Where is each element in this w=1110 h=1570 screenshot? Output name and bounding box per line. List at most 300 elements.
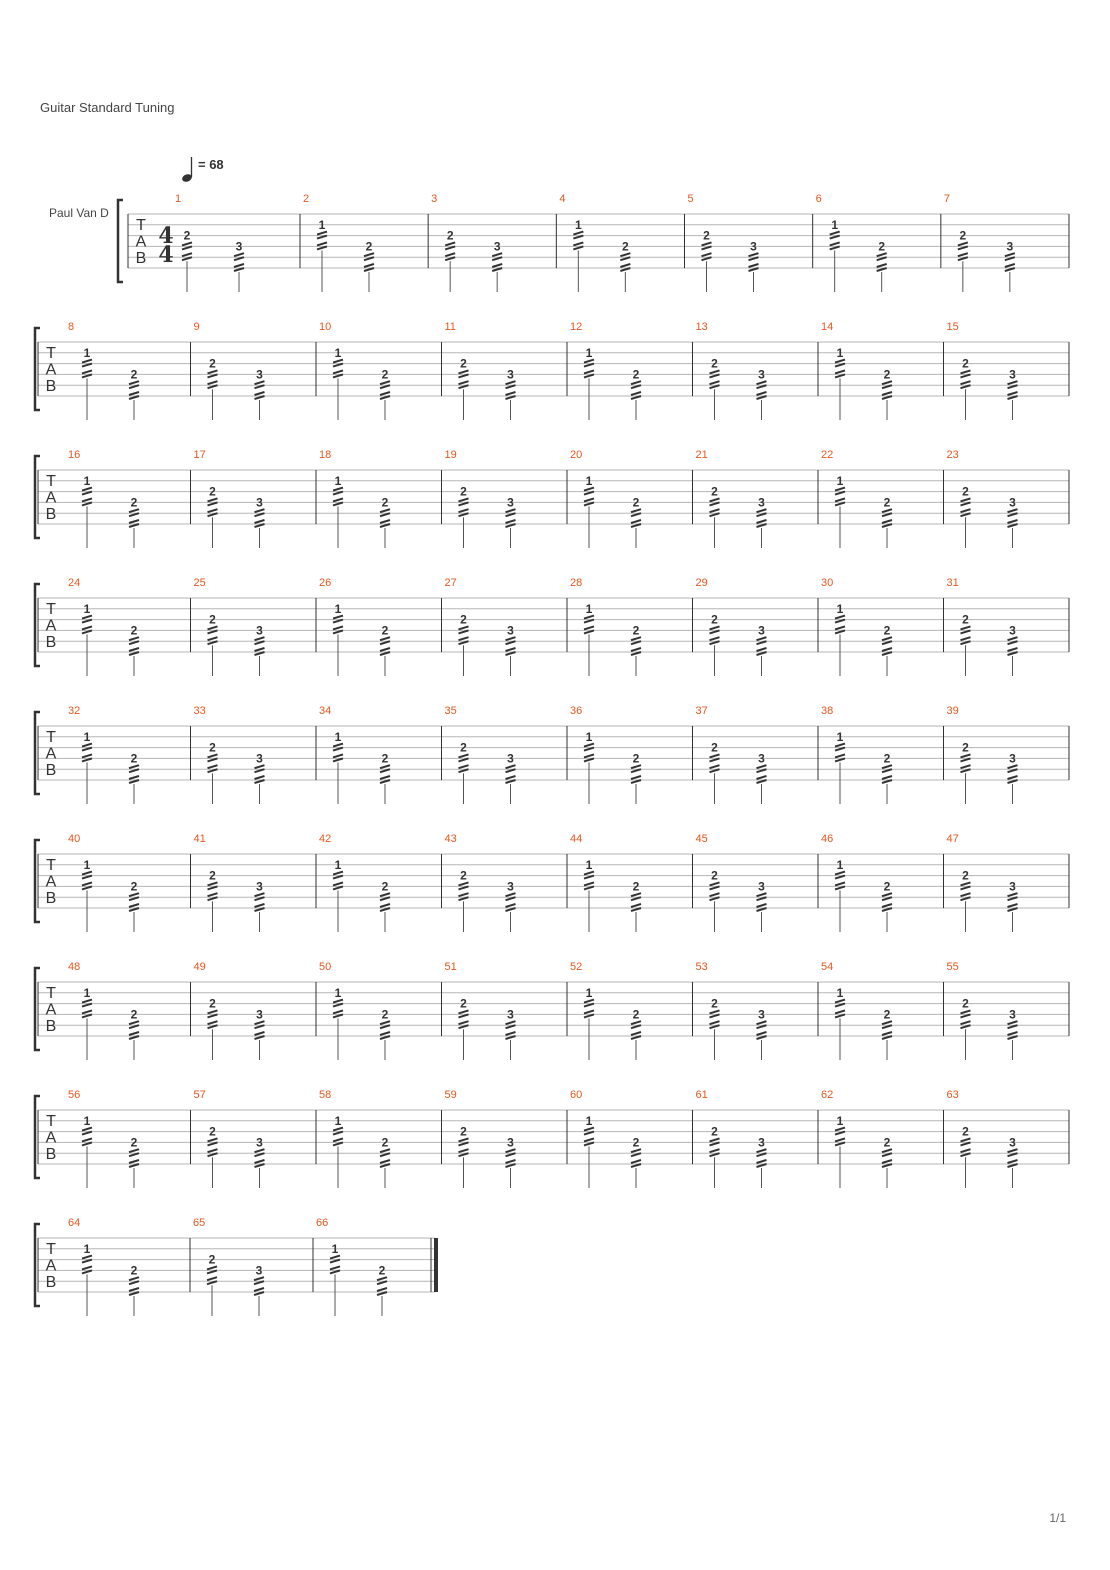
fret-number: 2 <box>460 484 467 499</box>
slash-mark <box>459 509 469 512</box>
slash-mark <box>82 498 92 501</box>
fret-number: 1 <box>334 729 342 744</box>
slash-mark <box>631 1021 641 1024</box>
tab-clef-letter: T <box>46 345 56 362</box>
fret-number: 2 <box>209 356 216 371</box>
slash-mark <box>835 488 845 491</box>
measure-number: 26 <box>319 577 332 589</box>
fret-number: 3 <box>256 751 263 766</box>
slash-mark <box>835 498 845 501</box>
tab-clef-letter: A <box>45 1257 57 1275</box>
slash-mark <box>1008 765 1018 768</box>
slash-mark <box>82 1138 92 1141</box>
slash-mark <box>584 1138 594 1141</box>
fret-number: 3 <box>1009 1007 1016 1022</box>
slash-mark <box>459 370 469 373</box>
slash-mark <box>255 1021 265 1024</box>
measure-number: 35 <box>444 705 457 717</box>
slash-mark <box>380 765 390 768</box>
measure-number: 64 <box>68 1217 81 1229</box>
measure-number: 63 <box>946 1089 959 1101</box>
fret-number: 2 <box>209 1124 216 1139</box>
measure-number: 19 <box>444 449 457 461</box>
tab-clef-letter: A <box>45 745 57 763</box>
fret-number: 1 <box>836 857 844 872</box>
measure-number: 61 <box>695 1089 708 1101</box>
tempo-text: = 68 <box>198 157 224 172</box>
slash-mark <box>702 253 712 256</box>
fret-number: 1 <box>334 473 342 488</box>
slash-mark <box>631 904 641 907</box>
slash-mark <box>333 1128 343 1131</box>
tab-clef-letter: T <box>46 1113 56 1130</box>
slash-mark <box>620 264 630 267</box>
slash-mark <box>631 1160 641 1163</box>
slash-mark <box>208 509 218 512</box>
measure-number: 55 <box>946 961 959 973</box>
tab-clef-letter: B <box>45 378 57 395</box>
slash-mark <box>208 893 218 896</box>
slash-mark <box>961 754 971 757</box>
measure-number: 66 <box>316 1217 329 1229</box>
slash-mark <box>584 370 594 373</box>
slash-mark <box>377 1288 387 1291</box>
slash-mark <box>82 1266 92 1269</box>
tab-clef-letter: A <box>135 233 147 251</box>
slash-mark <box>333 360 343 363</box>
fret-number: 2 <box>621 239 629 254</box>
slash-mark <box>882 1032 892 1035</box>
measure-number: 39 <box>946 705 959 717</box>
fret-number: 2 <box>130 1135 138 1150</box>
slash-mark <box>459 765 469 768</box>
slash-mark <box>459 1138 469 1141</box>
measure-number: 48 <box>68 961 81 973</box>
measure-number: 13 <box>695 321 708 333</box>
slash-mark <box>459 498 469 501</box>
fret-number: 1 <box>836 601 844 616</box>
measure-number: 15 <box>946 321 959 333</box>
slash-mark <box>255 1149 265 1152</box>
fret-number: 1 <box>334 345 342 360</box>
measure-number: 62 <box>821 1089 834 1101</box>
fret-number: 1 <box>585 473 593 488</box>
slash-mark <box>234 253 244 256</box>
measure-number: 44 <box>570 833 583 845</box>
slash-mark <box>506 1149 516 1152</box>
slash-mark <box>129 1032 139 1035</box>
measure-number: 6 <box>815 193 822 205</box>
slash-mark <box>757 509 767 512</box>
slash-mark <box>584 872 594 875</box>
fret-number: 2 <box>378 1263 386 1278</box>
fret-number: 1 <box>83 345 91 360</box>
slash-mark <box>757 392 767 395</box>
tab-clef-letter: B <box>45 762 57 779</box>
fret-number: 1 <box>574 217 582 232</box>
slash-mark <box>631 893 641 896</box>
slash-mark <box>1008 509 1018 512</box>
measure-number: 58 <box>319 1089 332 1101</box>
measure-number: 24 <box>68 577 81 589</box>
measure-number: 38 <box>821 705 834 717</box>
fret-number: 2 <box>130 367 138 382</box>
tab-clef-letter: T <box>46 473 56 490</box>
fret-number: 1 <box>585 985 593 1000</box>
fret-number: 2 <box>962 868 969 883</box>
slash-mark <box>710 1021 720 1024</box>
fret-number: 2 <box>130 751 138 766</box>
slash-mark <box>1008 1149 1018 1152</box>
slash-mark <box>506 904 516 907</box>
slash-mark <box>333 1000 343 1003</box>
slash-mark <box>129 520 139 523</box>
tab-clef-letter: T <box>46 985 56 1002</box>
slash-mark <box>882 893 892 896</box>
measure-number: 5 <box>687 193 694 205</box>
slash-mark <box>882 637 892 640</box>
fret-number: 1 <box>331 1241 339 1256</box>
slash-mark <box>757 381 767 384</box>
slash-mark <box>129 1277 139 1280</box>
system-bracket <box>118 200 123 282</box>
slash-mark <box>1008 381 1018 384</box>
measure-number: 20 <box>570 449 583 461</box>
fret-number: 1 <box>334 985 342 1000</box>
slash-mark <box>961 1010 971 1013</box>
slash-mark <box>255 893 265 896</box>
slash-mark <box>506 392 516 395</box>
fret-number: 2 <box>883 367 891 382</box>
fret-number: 2 <box>209 484 216 499</box>
slash-mark <box>710 498 720 501</box>
fret-number: 1 <box>585 345 593 360</box>
slash-mark <box>710 1149 720 1152</box>
slash-mark <box>757 1160 767 1163</box>
slash-mark <box>710 893 720 896</box>
slash-mark <box>757 637 767 640</box>
slash-mark <box>506 776 516 779</box>
fret-number: 3 <box>758 623 765 638</box>
slash-mark <box>710 882 720 885</box>
fret-number: 2 <box>209 868 216 883</box>
fret-number: 3 <box>256 1135 263 1150</box>
measure-number: 29 <box>695 577 708 589</box>
fret-number: 2 <box>878 239 886 254</box>
slash-mark <box>255 392 265 395</box>
slash-mark <box>631 392 641 395</box>
fret-number: 1 <box>836 729 844 744</box>
slash-mark <box>835 872 845 875</box>
slash-mark <box>1005 253 1015 256</box>
slash-mark <box>631 765 641 768</box>
slash-mark <box>749 253 759 256</box>
fret-number: 1 <box>585 601 593 616</box>
slash-mark <box>584 498 594 501</box>
slash-mark <box>757 1149 767 1152</box>
slash-mark <box>961 509 971 512</box>
fret-number: 3 <box>758 1135 765 1150</box>
slash-mark <box>333 882 343 885</box>
fret-number: 3 <box>758 367 765 382</box>
slash-mark <box>82 872 92 875</box>
slash-mark <box>82 360 92 363</box>
measure-number: 36 <box>570 705 583 717</box>
tab-clef-letter: A <box>45 617 57 635</box>
fret-number: 3 <box>1009 623 1016 638</box>
measure-number: 32 <box>68 705 81 717</box>
tab-clef-letter: A <box>45 1001 57 1019</box>
slash-mark <box>631 1032 641 1035</box>
track-name: Paul Van D <box>49 206 109 220</box>
slash-mark <box>82 488 92 491</box>
slash-mark <box>182 253 192 256</box>
slash-mark <box>82 754 92 757</box>
slash-mark <box>333 1010 343 1013</box>
tab-clef-letter: T <box>46 601 56 618</box>
fret-number: 1 <box>334 1113 342 1128</box>
slash-mark <box>506 381 516 384</box>
tab-clef-letter: B <box>45 890 57 907</box>
slash-mark <box>584 1128 594 1131</box>
slash-mark <box>757 1021 767 1024</box>
slash-mark <box>380 1149 390 1152</box>
measure-number: 46 <box>821 833 834 845</box>
slash-mark <box>506 765 516 768</box>
slash-mark <box>958 242 968 245</box>
fret-number: 1 <box>836 1113 844 1128</box>
fret-number: 3 <box>1006 239 1014 254</box>
fret-number: 2 <box>711 484 718 499</box>
fret-number: 3 <box>507 1135 514 1150</box>
slash-mark <box>492 253 502 256</box>
fret-number: 3 <box>507 367 514 382</box>
slash-mark <box>506 637 516 640</box>
measure-number: 3 <box>431 193 438 205</box>
fret-number: 2 <box>959 228 967 243</box>
slash-mark <box>835 744 845 747</box>
fret-number: 2 <box>381 1007 389 1022</box>
measure-number: 65 <box>193 1217 206 1229</box>
measure-number: 16 <box>68 449 81 461</box>
fret-number: 2 <box>883 751 891 766</box>
slash-mark <box>380 648 390 651</box>
fret-number: 3 <box>1009 751 1016 766</box>
slash-mark <box>208 754 218 757</box>
slash-mark <box>377 1277 387 1280</box>
slash-mark <box>710 1138 720 1141</box>
fret-number: 3 <box>493 239 501 254</box>
fret-number: 2 <box>711 740 718 755</box>
slash-mark <box>129 904 139 907</box>
slash-mark <box>254 1288 264 1291</box>
slash-mark <box>961 370 971 373</box>
slash-mark <box>208 637 218 640</box>
tuning-label: Guitar Standard Tuning <box>40 100 175 115</box>
fret-number: 2 <box>130 623 138 638</box>
tab-clef-letter: T <box>136 217 146 234</box>
slash-mark <box>631 776 641 779</box>
slash-mark <box>459 882 469 885</box>
slash-mark <box>1008 1021 1018 1024</box>
slash-mark <box>333 370 343 373</box>
slash-mark <box>380 509 390 512</box>
fret-number: 2 <box>381 367 389 382</box>
slash-mark <box>333 616 343 619</box>
fret-number: 3 <box>758 751 765 766</box>
fret-number: 2 <box>381 623 389 638</box>
slash-mark <box>961 1149 971 1152</box>
fret-number: 2 <box>711 1124 718 1139</box>
fret-number: 1 <box>83 1113 91 1128</box>
slash-mark <box>208 765 218 768</box>
slash-mark <box>380 893 390 896</box>
slash-mark <box>129 1288 139 1291</box>
tab-clef-letter: A <box>45 873 57 891</box>
slash-mark <box>129 765 139 768</box>
fret-number: 1 <box>831 217 839 232</box>
slash-mark <box>710 754 720 757</box>
fret-number: 2 <box>209 612 216 627</box>
slash-mark <box>584 616 594 619</box>
tab-clef-letter: B <box>45 1274 57 1291</box>
slash-mark <box>835 1128 845 1131</box>
fret-number: 1 <box>83 985 91 1000</box>
slash-mark <box>757 904 767 907</box>
time-signature-top: 4 <box>158 223 174 249</box>
slash-mark <box>506 648 516 651</box>
slash-mark <box>757 648 767 651</box>
slash-mark <box>129 648 139 651</box>
slash-mark <box>1008 1032 1018 1035</box>
measure-number: 10 <box>319 321 332 333</box>
slash-mark <box>208 1138 218 1141</box>
fret-number: 2 <box>711 868 718 883</box>
measure-number: 31 <box>946 577 959 589</box>
slash-mark <box>317 242 327 245</box>
slash-mark <box>961 893 971 896</box>
slash-mark <box>631 520 641 523</box>
slash-mark <box>445 242 455 245</box>
fret-number: 2 <box>632 367 640 382</box>
slash-mark <box>129 776 139 779</box>
measure-number: 14 <box>821 321 834 333</box>
tab-clef-letter: A <box>45 489 57 507</box>
fret-number: 3 <box>507 879 514 894</box>
slash-mark <box>255 1032 265 1035</box>
slash-mark <box>333 872 343 875</box>
slash-mark <box>882 1021 892 1024</box>
tab-clef-letter: B <box>135 250 147 267</box>
slash-mark <box>710 765 720 768</box>
fret-number: 1 <box>83 473 91 488</box>
slash-mark <box>208 498 218 501</box>
slash-mark <box>584 882 594 885</box>
slash-mark <box>459 1021 469 1024</box>
fret-number: 1 <box>334 601 342 616</box>
slash-mark <box>333 626 343 629</box>
fret-number: 1 <box>83 1241 91 1256</box>
slash-mark <box>82 882 92 885</box>
fret-number: 2 <box>632 1135 640 1150</box>
slash-mark <box>1008 1160 1018 1163</box>
fret-number: 3 <box>256 1007 263 1022</box>
fret-number: 2 <box>632 495 640 510</box>
slash-mark <box>584 1000 594 1003</box>
slash-mark <box>631 509 641 512</box>
slash-mark <box>835 1000 845 1003</box>
slash-mark <box>333 744 343 747</box>
slash-mark <box>882 392 892 395</box>
measure-number: 40 <box>68 833 81 845</box>
fret-number: 2 <box>632 1007 640 1022</box>
slash-mark <box>631 648 641 651</box>
measure-number: 9 <box>193 321 200 333</box>
slash-mark <box>882 509 892 512</box>
slash-mark <box>710 370 720 373</box>
slash-mark <box>961 381 971 384</box>
slash-mark <box>702 242 712 245</box>
slash-mark <box>584 1010 594 1013</box>
fret-number: 2 <box>962 484 969 499</box>
slash-mark <box>584 626 594 629</box>
slash-mark <box>208 626 218 629</box>
slash-mark <box>1008 776 1018 779</box>
slash-mark <box>82 1128 92 1131</box>
fret-number: 3 <box>256 879 263 894</box>
fret-number: 3 <box>256 367 263 382</box>
slash-mark <box>380 1160 390 1163</box>
measure-number: 2 <box>303 193 310 205</box>
slash-mark <box>710 626 720 629</box>
slash-mark <box>620 253 630 256</box>
slash-mark <box>631 381 641 384</box>
slash-mark <box>961 1138 971 1141</box>
slash-mark <box>961 765 971 768</box>
slash-mark <box>380 520 390 523</box>
slash-mark <box>882 1149 892 1152</box>
measure-number: 11 <box>444 321 456 333</box>
measure-number: 27 <box>444 577 457 589</box>
page-number: 1/1 <box>1049 1511 1066 1525</box>
slash-mark <box>129 1160 139 1163</box>
slash-mark <box>82 1010 92 1013</box>
measure-number: 37 <box>695 705 708 717</box>
fret-number: 2 <box>962 740 969 755</box>
fret-number: 1 <box>585 1113 593 1128</box>
measure-number: 4 <box>559 193 566 205</box>
slash-mark <box>330 1256 340 1259</box>
measure-number: 18 <box>319 449 332 461</box>
slash-mark <box>129 637 139 640</box>
fret-number: 3 <box>256 495 263 510</box>
slash-mark <box>877 264 887 267</box>
slash-mark <box>445 253 455 256</box>
slash-mark <box>380 776 390 779</box>
slash-mark <box>506 893 516 896</box>
fret-number: 3 <box>507 623 514 638</box>
slash-mark <box>882 1160 892 1163</box>
fret-number: 1 <box>836 345 844 360</box>
slash-mark <box>877 253 887 256</box>
tab-clef-letter: B <box>45 1146 57 1163</box>
slash-mark <box>82 1256 92 1259</box>
slash-mark <box>835 1010 845 1013</box>
fret-number: 3 <box>750 239 757 254</box>
slash-mark <box>749 264 759 267</box>
fret-number: 3 <box>758 1007 765 1022</box>
tab-clef-letter: T <box>46 1241 56 1258</box>
